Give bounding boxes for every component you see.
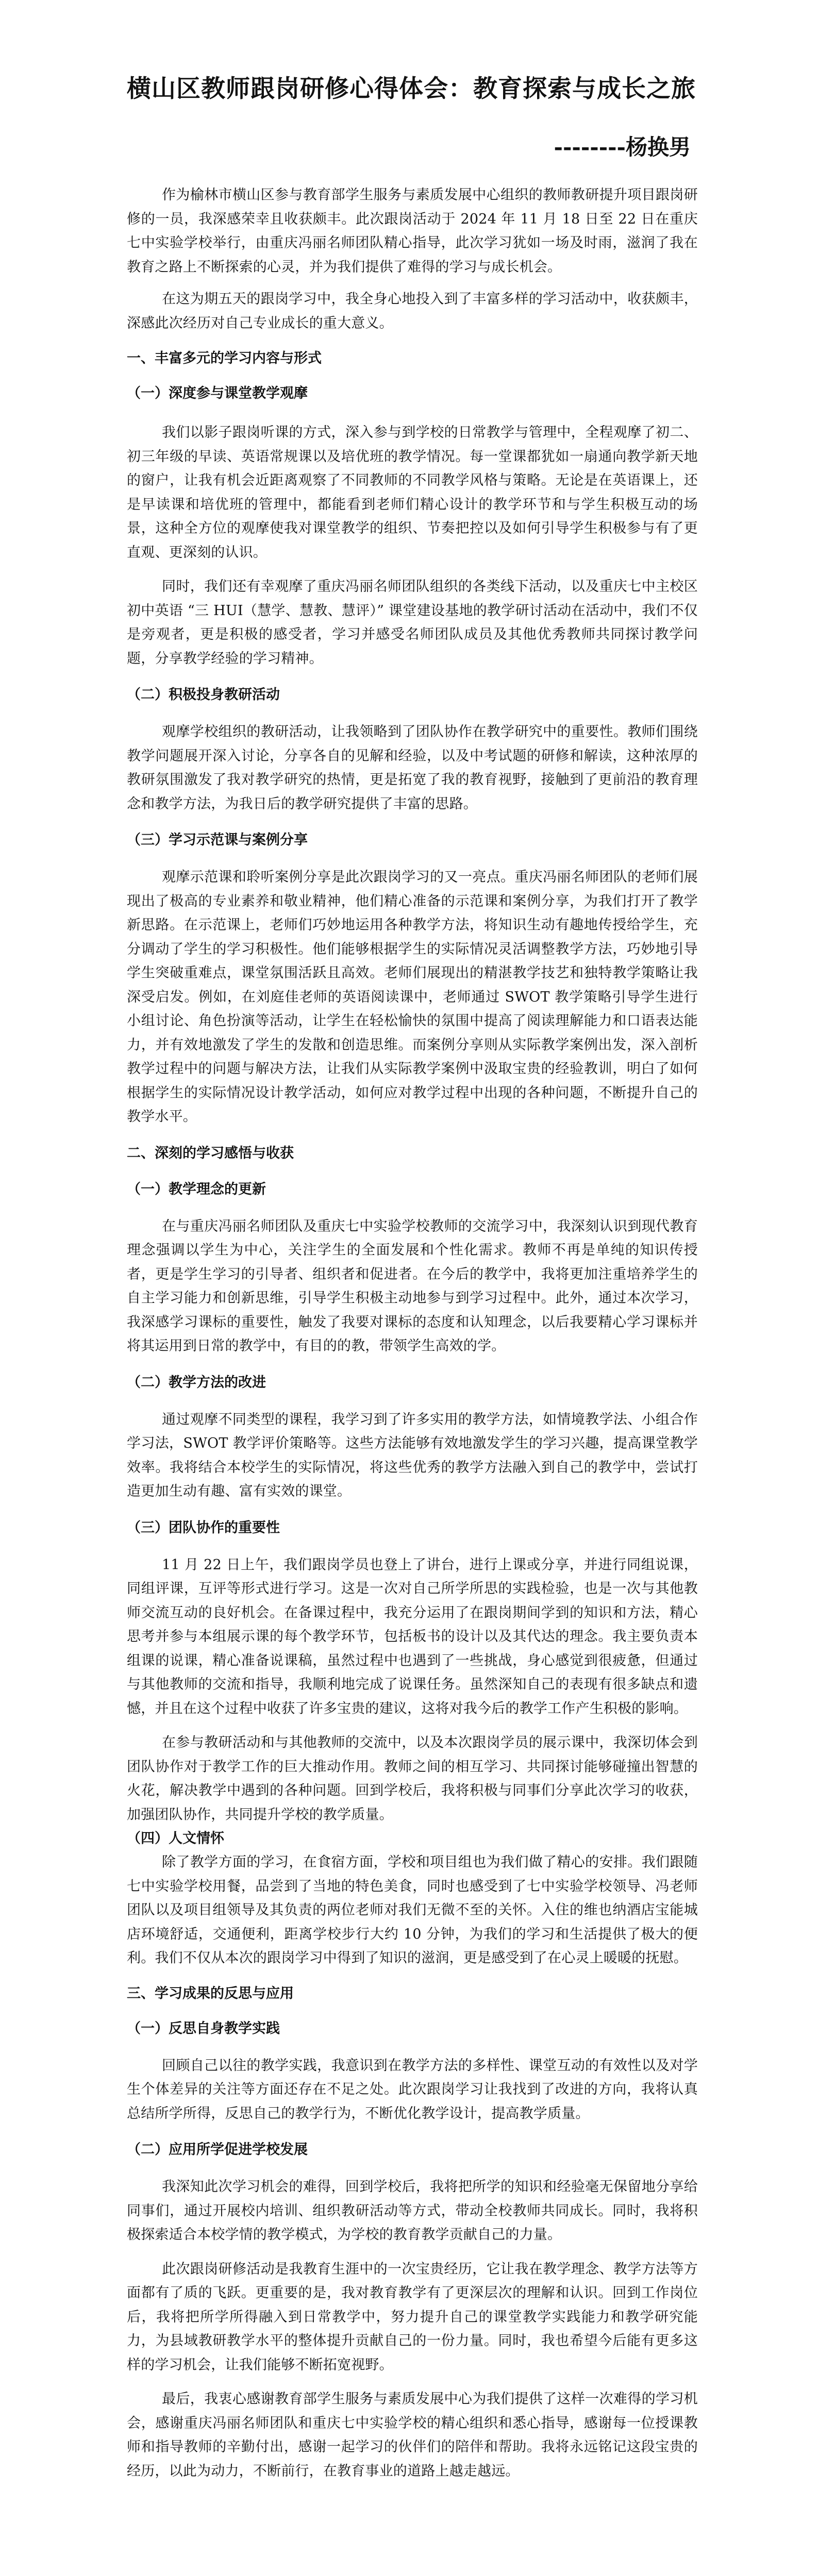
section-1-1-paragraph-1: 我们以影子跟岗听课的方式，深入参与到学校的日常教学与管理中，全程观摩了初二、初三年级的早读、英语常规课以及培优班的教学情况。每一堂课都犹如一扇通向教学新天地的窗户，让我有机会近距离观察了不同教师的不同教学风格与策略。无论是在英语课上，还是早读课和培优班的管理中，都能看到老师们精心设计的教学环节和与学生积极互动的场景，这种全方位的观摩使我对课堂教学的组织、节奏把控以及如何引导学生积极参与有了更直观、更深刻的认识。 — [127, 425, 698, 561]
section-3-1-paragraph-1: 回顾自己以往的教学实践，我意识到在教学方法的多样性、课堂互动的有效性以及对学生个体差异的关注等方面还存在不足之处。此次跟岗学习让我找到了改进的方向，我将认真总结所学所得，反思自己的教学行为，不断优化教学设计，提高教学质量。 — [127, 2057, 698, 2122]
closing-paragraph: 最后，我衷心感谢教育部学生服务与素质发展中心为我们提供了这样一次难得的学习机会，感谢重庆冯丽名师团队和重庆七中实验学校的精心组织和悉心指导，感谢每一位授课教师和指导教师的辛勤付出，感谢一起学习的伙伴们的陪伴和帮助。我将永远铭记这段宝贵的经历，以此为动力，不断前行，在教育事业的道路上越走越远。 — [127, 2391, 698, 2479]
document-content — [127, 72, 698, 2483]
intro-paragraph-2: 在这为期五天的跟岗学习中，我全身心地投入到了丰富多样的学习活动中，收获颇丰，深感此次经历对自己专业成长的重大意义。 — [127, 291, 698, 331]
section-2-2-heading: （二）教学方法的改进 — [127, 1374, 266, 1391]
intro-paragraph-1: 作为榆林市横山区参与教育部学生服务与素质发展中心组织的教师教研提升项目跟岗研修的一员，我深感荣幸且收获颇丰。此次跟岗活动于 2024 年 11 月 18 日至 22 日在重庆七中实验学校举行，由重庆冯丽名师团队精心指导，此次学习犹如一场及时雨，滋润了我在教育之路上不断探索的心灵，并为我们提供了难得的学习与成长机会。 — [127, 187, 698, 275]
section-1-2-paragraph-1: 观摩学校组织的教研活动，让我领略到了团队协作在教学研究中的重要性。教师们围绕教学问题展开深入讨论，分享各自的见解和经验，以及中考试题的研修和解读，这种浓厚的教研氛围激发了我对教学研究的热情，更是拓宽了我的教育视野，接触到了更前沿的教育理念和教学方法，为我日后的教学研究提供了丰富的思路。 — [127, 724, 698, 812]
section-2-4-heading: （四）人文情怀 — [127, 1831, 224, 1846]
section-1-3-paragraph-1: 观摩示范课和聆听案例分享是此次跟岗学习的又一亮点。重庆冯丽名师团队的老师们展现出了极高的专业素养和敬业精神，他们精心准备的示范课和案例分享，为我们打开了教学新思路。在示范课上，老师们巧妙地运用各种教学方法，将知识生动有趣地传授给学生，充分调动了学生的学习积极性。他们能够根据学生的实际情况灵活调整教学方法，巧妙地引导学生突破重难点，课堂氛围活跃且高效。老师们展现出的精湛教学技艺和独特教学策略让我深受启发。例如，在刘庭佳老师的英语阅读课中，老师通过 SWOT 教学策略引导学生进行小组讨论、角色扮演等活动，让学生在轻松愉快的氛围中提高了阅读理解能力和口语表达能力，并有效地激发了学生的发散和创造思维。而案例分享则从实际教学案例出发，深入剖析教学过程中的问题与解决方法，让我们从实际教学案例中汲取宝贵的经验教训，明白了如何根据学生的实际情况设计教学活动，如何应对教学过程中出现的各种问题，不断提升自己的教学水平。 — [127, 869, 698, 1125]
section-3-2-paragraph-1: 我深知此次学习机会的难得，回到学校后，我将把所学的知识和经验毫无保留地分享给同事们，通过开展校内培训、组织教研活动等方式，带动全校教师共同成长。同时，我将积极探索适合本校学情的教学模式，为学校的教育教学贡献自己的力量。 — [127, 2179, 698, 2243]
section-2-1-paragraph-1: 在与重庆冯丽名师团队及重庆七中实验学校教师的交流学习中，我深刻认识到现代教育理念强调以学生为中心，关注学生的全面发展和个性化需求。教师不再是单纯的知识传授者，更是学生学习的引导者、组织者和促进者。在今后的教学中，我将更加注重培养学生的自主学习能力和创新思维，引导学生积极主动地参与到学习过程中。此外，通过本次学习，我深感学习课标的重要性，触发了我要对课标的态度和认知理念，以后我要精心学习课标并将其运用到日常的教学中，有目的的教，带领学生高效的学。 — [127, 1218, 698, 1354]
section-1-2-heading: （二）积极投身教研活动 — [127, 687, 280, 703]
section-2-3-paragraph-1: 11 月 22 日上午，我们跟岗学员也登上了讲台，进行上课或分享，并进行同组说课，同组评课，互评等形式进行学习。这是一次对自己所学所思的实践检验，也是一次与其他教师交流互动的良好机会。在备课过程中，我充分运用了在跟岗期间学到的知识和方法，精心思考并参与本组展示课的每个教学环节，包括板书的设计以及其代达的理念。我主要负责本组课的说课，精心准备说课稿，虽然过程中也遇到了一些挑战，身心感觉到很疲惫，但通过与其他教师的交流和指导，我顺利地完成了说课任务。虽然深知自己的表现有很多缺点和遗憾，并且在这个过程中收获了许多宝贵的建议，这将对我今后的教学工作产生积极的影响。 — [127, 1556, 698, 1717]
section-2-2-paragraph-1: 通过观摩不同类型的课程，我学习到了许多实用的教学方法，如情境教学法、小组合作学习法，SWOT 教学评价策略等。这些方法能够有效地激发学生的学习兴趣，提高课堂教学效率。我将结合本校学生的实际情况，将这些优秀的教学方法融入到自己的教学中，尝试打造更加生动有趣、富有实效的课堂。 — [127, 1411, 698, 1499]
section-2-heading: 二、深刻的学习感悟与收获 — [127, 1145, 294, 1161]
section-1-1-heading: （一）深度参与课堂教学观摩 — [127, 385, 308, 401]
section-3-1-heading: （一）反思自身教学实践 — [127, 2020, 280, 2037]
author-name: --------杨换男 — [554, 134, 691, 160]
section-2-1-heading: （一）教学理念的更新 — [127, 1181, 266, 1197]
section-2-3-heading: （三）团队协作的重要性 — [127, 1519, 280, 1536]
section-1-1-paragraph-2: 同时，我们还有幸观摩了重庆冯丽名师团队组织的各类线下活动，以及重庆七中主校区初中英语 “三 HUI（慧学、慧教、慧评）” 课堂建设基地的教学研讨活动在活动中，我们不仅是旁观者，更是积极的感受者，学习并感受名师团队成员及其他优秀教师共同探讨教学问题，分享教学经验的学习精神。 — [127, 579, 698, 667]
section-1-heading: 一、丰富多元的学习内容与形式 — [127, 350, 322, 366]
section-2-3-paragraph-2: 在参与教研活动和与其他教师的交流中，以及本次跟岗学员的展示课中，我深切体会到团队协作对于教学工作的巨大推动作用。教师之间的相互学习、共同探讨能够碰撞出智慧的火花，解决教学中遇到的各种问题。回到学校后，我将积极与同事们分享此次学习的收获，加强团队协作，共同提升学校的教学质量。 — [127, 1735, 698, 1823]
section-3-heading: 三、学习成果的反思与应用 — [127, 1985, 294, 2002]
section-2-4-paragraph-1: 除了教学方面的学习，在食宿方面，学校和项目组也为我们做了精心的安排。我们跟随七中实验学校用餐，品尝到了当地的特色美食，同时也感受到了七中实验学校领导、冯老师团队以及项目组领导及其负责的两位老师对我们无微不至的关怀。入住的维也纳酒店宝能城店环境舒适，交通便利，距离学校步行大约 10 分钟，为我们的学习和生活提供了极大的便利。我们不仅从本次的跟岗学习中得到了知识的滋润，更是感受到了在心灵上暖暖的抚慰。 — [127, 1854, 698, 1966]
section-3-2-paragraph-2: 此次跟岗研修活动是我教育生涯中的一次宝贵经历，它让我在教学理念、教学方法等方面都有了质的飞跃。更重要的是，我对教育教学有了更深层次的理解和认识。回到工作岗位后，我将把所学所得融入到日常教学中，努力提升自己的课堂教学实践能力和教学研究能力，为县域教研教学水平的整体提升贡献自己的一份力量。同时，我也希望今后能有更多这样的学习机会，让我们能够不断拓宽视野。 — [127, 2261, 698, 2373]
section-1-3-heading: （三）学习示范课与案例分享 — [127, 832, 308, 848]
document-title: 横山区教师跟岗研修心得体会：教育探索与成长之旅 — [127, 75, 696, 103]
section-3-2-heading: （二）应用所学促进学校发展 — [127, 2142, 308, 2158]
